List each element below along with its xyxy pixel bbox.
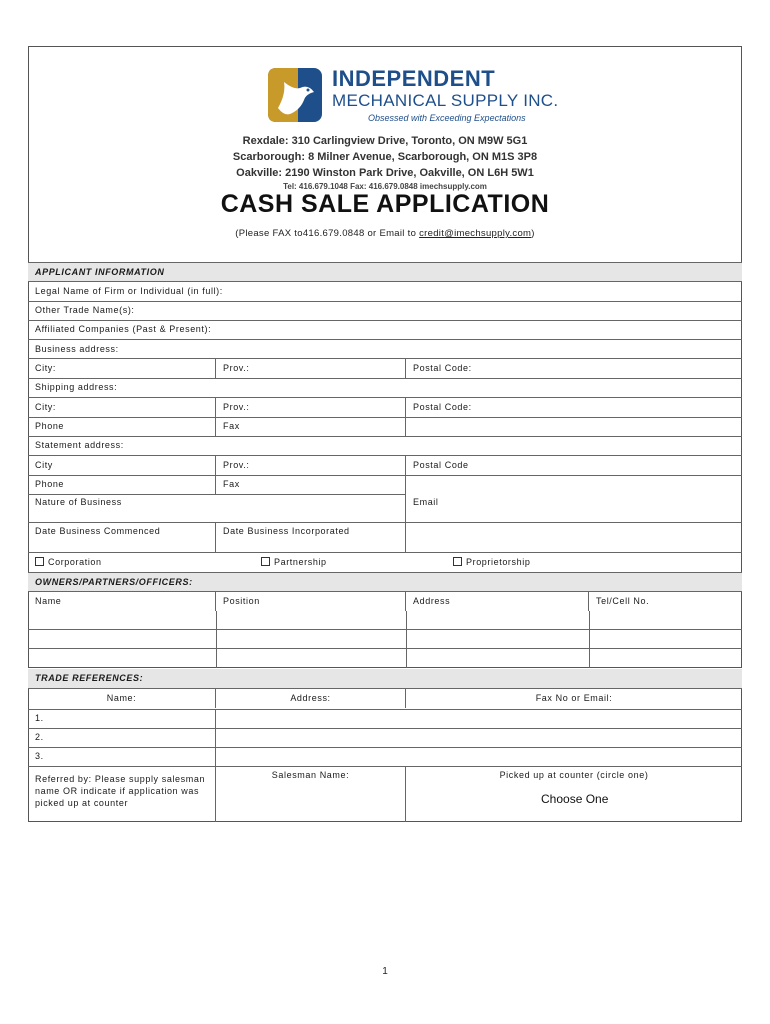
nature-email-row [28, 494, 742, 522]
company-tagline: Obsessed with Exceeding Expectations [368, 113, 526, 123]
proprietorship-label: Proprietorship [466, 557, 531, 567]
shipping-city-row [28, 398, 742, 417]
nature-of-business-field[interactable]: Nature of Business [28, 494, 406, 522]
partnership-checkbox[interactable] [261, 557, 270, 566]
credit-email-link[interactable]: credit@imechsupply.com [419, 228, 532, 239]
business-type-row [28, 553, 742, 572]
business-postal-field[interactable]: Postal Code: [413, 363, 472, 373]
owners-col-address: Address [406, 592, 589, 611]
instructions-close: ) [531, 228, 535, 239]
trade-row-3 [28, 747, 742, 766]
statement-address-label: Statement address: [35, 440, 124, 450]
referral-row [28, 766, 742, 822]
owners-header-row [28, 592, 742, 611]
referred-by-line-2: name OR indicate if application was [35, 786, 200, 796]
applicant-section [28, 262, 742, 668]
owners-col-phone: Tel/Cell No. [596, 596, 650, 606]
column-divider [216, 611, 217, 668]
business-city-field[interactable]: City: [28, 359, 216, 378]
affiliated-label: Affiliated Companies (Past & Present): [35, 324, 212, 334]
shipping-phone-field[interactable]: Phone [28, 417, 216, 436]
address-oakville: Oakville: 2190 Winston Park Drive, Oakville, ON L6H 5W1 [236, 167, 534, 179]
divider [28, 629, 742, 630]
column-divider [589, 611, 590, 668]
shipping-address-label: Shipping address: [35, 382, 118, 392]
dates-row [28, 522, 742, 552]
company-name: INDEPENDENT [332, 66, 496, 91]
shipping-phone-row [28, 417, 742, 436]
picked-up-label: Picked up at counter (circle one) [499, 770, 649, 780]
other-trade-names-label: Other Trade Name(s): [35, 305, 135, 315]
shipping-postal-field[interactable]: Postal Code: [413, 402, 472, 412]
corporation-label: Corporation [48, 557, 102, 567]
trade-col-address: Address: [216, 689, 406, 708]
submission-instructions [28, 228, 742, 239]
company-subname: MECHANICAL SUPPLY INC. [332, 91, 559, 110]
trade-row-2 [28, 728, 742, 747]
shipping-address-row[interactable] [28, 378, 742, 397]
divider [28, 648, 742, 649]
trade-col-name: Name: [28, 689, 216, 708]
statement-phone-row [28, 475, 742, 494]
affiliated-row[interactable] [28, 320, 742, 339]
owners-col-position: Position [216, 592, 406, 611]
shipping-prov-field[interactable]: Prov.: [216, 398, 406, 417]
owners-heading: OWNERS/PARTNERS/OFFICERS: [28, 572, 742, 592]
legal-name-row[interactable] [28, 282, 742, 301]
statement-fax-field[interactable]: Fax [216, 475, 406, 494]
referred-by-line-3: picked up at counter [35, 798, 129, 808]
eagle-logo-icon [264, 64, 326, 126]
referred-by-line-1: Referred by: Please supply salesman [35, 774, 206, 784]
address-scarborough: Scarborough: 8 Milner Avenue, Scarborough, ON M1S 3P8 [232, 151, 538, 163]
dates-extra-field[interactable] [406, 522, 742, 552]
applicant-heading: APPLICANT INFORMATION [28, 262, 742, 282]
proprietorship-option[interactable] [446, 553, 646, 572]
owners-col-name: Name [28, 592, 216, 611]
email-field[interactable]: Email [413, 497, 439, 507]
trade-col-fax: Fax No or Email: [535, 693, 613, 703]
other-trade-names-row[interactable] [28, 301, 742, 320]
trade-name-2[interactable]: 2. [28, 728, 216, 747]
address-rexdale: Rexdale: 310 Carlingview Drive, Toronto, ON M9W 5G1 [242, 135, 528, 147]
page-title: CASH SALE APPLICATION [220, 190, 550, 218]
form-header [28, 46, 742, 261]
date-commenced-field[interactable]: Date Business Commenced [28, 522, 216, 552]
statement-prov-field[interactable]: Prov.: [216, 456, 406, 475]
business-address-row[interactable] [28, 340, 742, 359]
statement-city-field[interactable]: City [28, 456, 216, 475]
trade-row-1 [28, 709, 742, 729]
legal-name-label: Legal Name of Firm or Individual (in full): [35, 286, 223, 296]
trade-header-row [28, 689, 742, 710]
trade-name-3[interactable]: 3. [28, 747, 216, 766]
statement-address-row[interactable] [28, 436, 742, 455]
salesman-name-field[interactable]: Salesman Name: [216, 766, 406, 822]
partnership-label: Partnership [274, 557, 327, 567]
statement-phone-field[interactable]: Phone [28, 475, 216, 494]
trade-references-section [28, 669, 742, 822]
shipping-fax-field[interactable]: Fax [216, 417, 406, 436]
partnership-option[interactable] [254, 553, 444, 572]
date-incorporated-field[interactable]: Date Business Incorporated [216, 522, 406, 552]
statement-postal-field[interactable]: Postal Code [413, 460, 469, 470]
proprietorship-checkbox[interactable] [453, 557, 462, 566]
page-number: 1 [382, 966, 388, 977]
trade-heading: TRADE REFERENCES: [28, 669, 742, 689]
shipping-city-field[interactable]: City: [28, 398, 216, 417]
business-address-label: Business address: [35, 344, 119, 354]
instructions-text: (Please FAX to416.679.0848 or Email to [235, 228, 420, 239]
statement-city-row [28, 456, 742, 475]
corporation-option[interactable] [28, 553, 258, 572]
corporation-checkbox[interactable] [35, 557, 44, 566]
trade-name-1[interactable]: 1. [28, 709, 216, 728]
business-prov-field[interactable]: Prov.: [216, 359, 406, 378]
referred-by-label [28, 766, 216, 822]
company-logo [264, 64, 559, 128]
choose-one-select[interactable]: Choose One [541, 792, 609, 806]
column-divider [406, 611, 407, 668]
business-city-row [28, 359, 742, 378]
contact-line: Tel: 416.679.1048 Fax: 416.679.0848 imechsupply.com [283, 182, 487, 191]
